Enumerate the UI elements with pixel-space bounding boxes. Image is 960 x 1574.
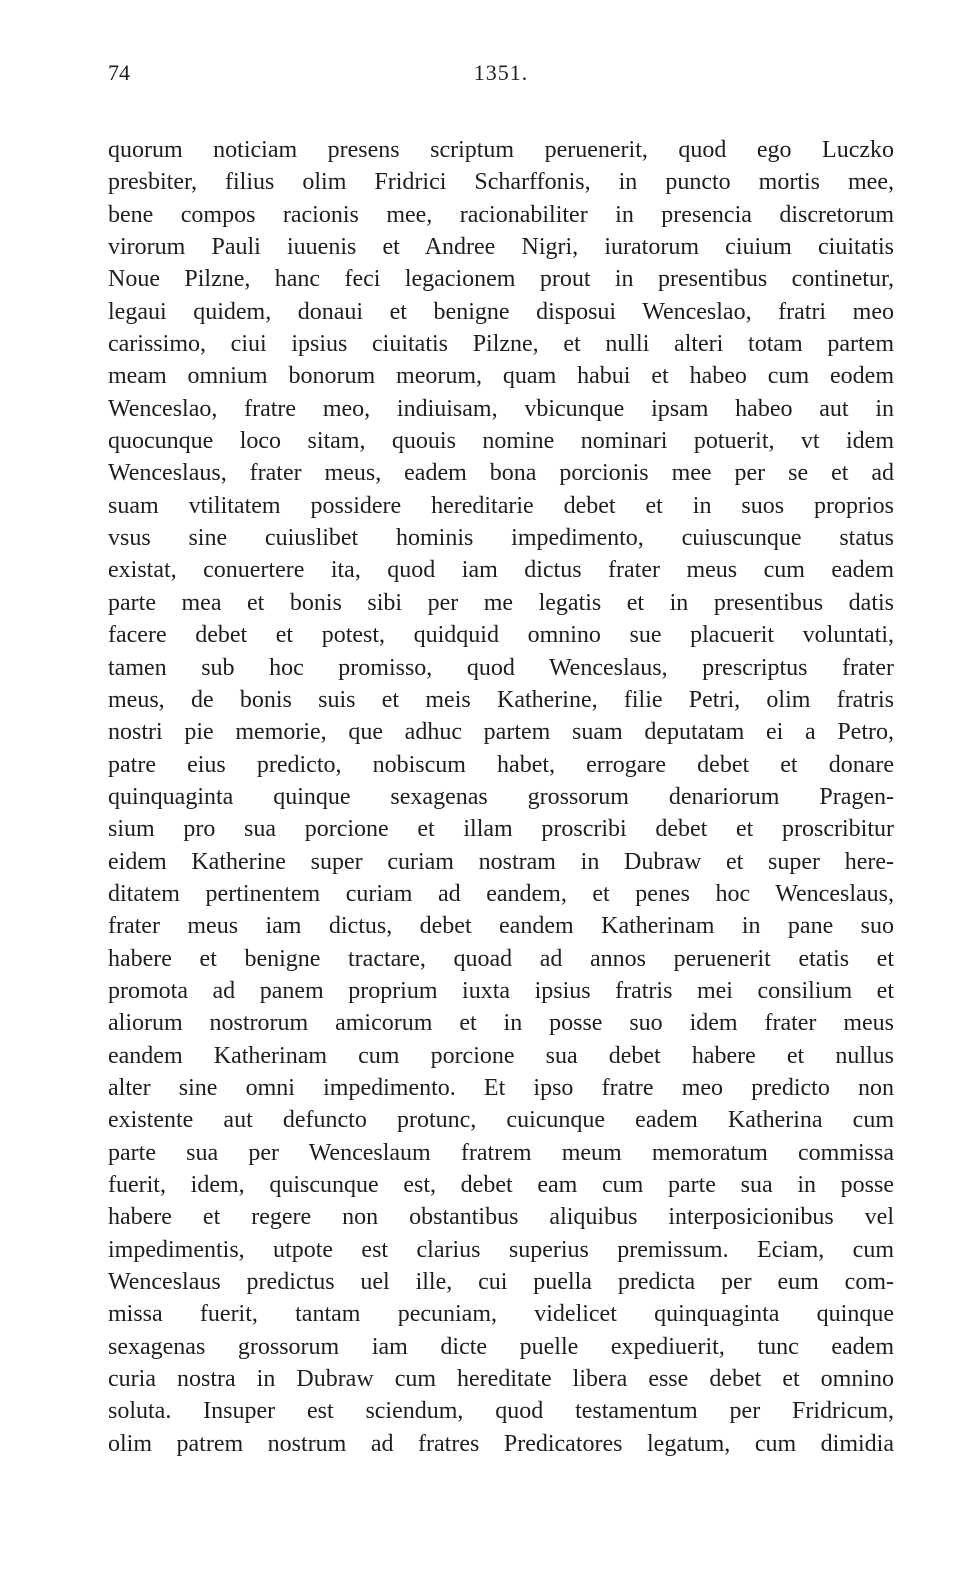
text-line: meus, de bonis suis et meis Katherine, filie Petri, olim fratris bbox=[108, 686, 894, 713]
text-line: facere debet et potest, quidquid omnino sue placuerit voluntati, bbox=[108, 622, 894, 649]
text-line: alter sine omni impedimento. Et ipso fratre meo predicto non bbox=[108, 1074, 894, 1101]
text-line: parte sua per Wenceslaum fratrem meum memoratum commissa bbox=[108, 1139, 894, 1166]
text-line: eidem Katherine super curiam nostram in Dubraw et super here- bbox=[108, 848, 894, 875]
text-line: existente aut defuncto protunc, cuicunque eadem Katherina cum bbox=[108, 1107, 894, 1134]
page-number: 74 bbox=[108, 60, 130, 85]
text-line: missa fuerit, tantam pecuniam, videlicet quinquaginta quinque bbox=[108, 1301, 894, 1328]
text-line: impedimentis, utpote est clarius superius premissum. Eciam, cum bbox=[108, 1236, 894, 1263]
text-line: quocunque loco sitam, quouis nomine nominari potuerit, vt idem bbox=[108, 428, 894, 455]
text-line: fuerit, idem, quiscunque est, debet eam cum parte sua in posse bbox=[108, 1172, 894, 1198]
text-line: parte mea et bonis sibi per me legatis et in presentibus datis bbox=[108, 589, 894, 616]
charter-text bbox=[108, 134, 894, 1460]
text-line: frater meus iam dictus, debet eandem Katherinam in pane suo bbox=[108, 913, 894, 940]
text-line: aliorum nostrorum amicorum et in posse suo idem frater meus bbox=[108, 1010, 894, 1037]
text-line: Wenceslaus predictus uel ille, cui puella predicta per eum com- bbox=[108, 1269, 894, 1296]
text-line: bene compos racionis mee, racionabiliter in presencia discretorum bbox=[108, 201, 894, 228]
text-line: vsus sine cuiuslibet hominis impedimento, cuiuscunque status bbox=[108, 525, 894, 552]
text-line: nostri pie memorie, que adhuc partem suam deputatam ei a Petro, bbox=[108, 719, 894, 746]
text-line: suam vtilitatem possidere hereditarie debet et in suos proprios bbox=[108, 492, 894, 519]
text-line: virorum Pauli iuuenis et Andree Nigri, iuratorum ciuium ciuitatis bbox=[108, 234, 894, 261]
text-line: olim patrem nostrum ad fratres Predicatores legatum, cum dimidia bbox=[108, 1430, 894, 1457]
text-line: Noue Pilzne, hanc feci legacionem prout in presentibus continetur, bbox=[108, 266, 894, 293]
text-line: promota ad panem proprium iuxta ipsius fratris mei consilium et bbox=[108, 977, 894, 1004]
text-line: soluta. Insuper est sciendum, quod testamentum per Fridricum, bbox=[108, 1398, 894, 1425]
text-line: habere et regere non obstantibus aliquibus interposicionibus vel bbox=[108, 1204, 894, 1231]
text-line: curia nostra in Dubraw cum hereditate libera esse debet et omnino bbox=[108, 1366, 894, 1393]
text-line: Wenceslao, fratre meo, indiuisam, vbicunque ipsam habeo aut in bbox=[108, 395, 894, 422]
text-line: quinquaginta quinque sexagenas grossorum denariorum Pragen- bbox=[108, 783, 894, 810]
text-line: existat, conuertere ita, quod iam dictus frater meus cum eadem bbox=[108, 557, 894, 584]
text-line: sium pro sua porcione et illam proscribi debet et proscribitur bbox=[108, 816, 894, 843]
text-line: meam omnium bonorum meorum, quam habui et habeo cum eodem bbox=[108, 363, 894, 390]
text-line: carissimo, ciui ipsius ciuitatis Pilzne, et nulli alteri totam partem bbox=[108, 331, 894, 358]
year-heading: 1351. bbox=[473, 60, 529, 85]
text-line: quorum noticiam presens scriptum peruenerit, quod ego Luczko bbox=[108, 137, 894, 163]
text-line: sexagenas grossorum iam dicte puelle expediuerit, tunc eadem bbox=[108, 1333, 894, 1360]
text-line: legaui quidem, donaui et benigne disposui Wenceslao, fratri meo bbox=[108, 298, 894, 325]
text-line: presbiter, filius olim Fridrici Scharffonis, in puncto mortis mee, bbox=[108, 169, 894, 196]
text-line: eandem Katherinam cum porcione sua debet habere et nullus bbox=[108, 1042, 894, 1069]
text-line: tamen sub hoc promisso, quod Wenceslaus, prescriptus frater bbox=[108, 654, 894, 681]
text-line: ditatem pertinentem curiam ad eandem, et penes hoc Wenceslaus, bbox=[108, 880, 894, 907]
running-head bbox=[108, 60, 894, 90]
text-line: patre eius predicto, nobiscum habet, errogare debet et donare bbox=[108, 751, 894, 778]
text-line: habere et benigne tractare, quoad ad annos peruenerit etatis et bbox=[108, 945, 894, 972]
text-line: Wenceslaus, frater meus, eadem bona porcionis mee per se et ad bbox=[108, 460, 894, 487]
